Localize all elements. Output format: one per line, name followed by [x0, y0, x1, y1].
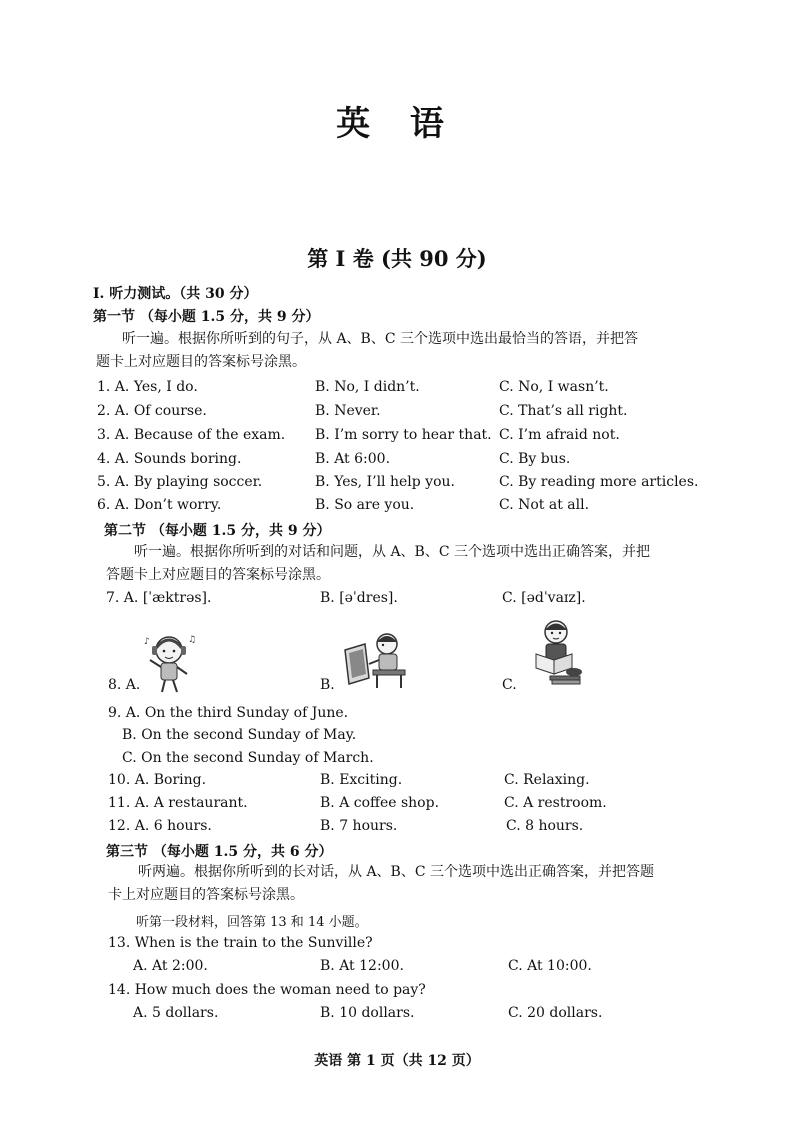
q8-option-c: C. [502, 677, 517, 693]
q6-option-b: B. So are you. [315, 497, 415, 513]
q8-option-a: 8. A. [108, 677, 141, 693]
q14-option-c: C. 20 dollars. [508, 1005, 603, 1021]
s3-instruction-line2: 卡上对应题目的答案标号涂黑。 [108, 887, 304, 903]
q5-option-b: B. Yes, I’ll help you. [315, 474, 455, 490]
q14-question: 14. How much does the woman need to pay? [108, 982, 426, 998]
question-13 [0, 958, 794, 978]
q9-option-c: C. On the second Sunday of March. [122, 750, 374, 766]
s2-heading: 第二节 （每小题 1.5 分，共 9 分） [104, 523, 331, 539]
q7-option-b: B. [əˈdres]. [320, 590, 398, 606]
q6-option-c: C. Not at all. [499, 497, 590, 513]
q12-option-a: 12. A. 6 hours. [108, 818, 212, 834]
page-footer: 英语 第 1 页（共 12 页） [314, 1053, 480, 1069]
q10-option-b: B. Exciting. [320, 772, 403, 788]
page-title: 英 语 [336, 104, 458, 144]
s1-instruction-line1: 听一遍。根据你所听到的句子，从 A、B、C 三个选项中选出最恰当的答语，并把答 [122, 331, 639, 347]
q5-option-c: C. By reading more articles. [499, 474, 699, 490]
question-6 [0, 497, 794, 517]
question-12 [0, 818, 794, 838]
q2-option-c: C. That’s all right. [499, 403, 628, 419]
q13-option-b: B. At 12:00. [320, 958, 404, 974]
q9-option-b: B. On the second Sunday of May. [122, 727, 357, 743]
q5-option-a: 5. A. By playing soccer. [97, 474, 263, 490]
q7-option-a: 7. A. [ˈæktrəs]. [106, 590, 212, 606]
q11-option-c: C. A restroom. [504, 795, 607, 811]
q4-option-c: C. By bus. [499, 451, 571, 467]
q12-option-c: C. 8 hours. [506, 818, 584, 834]
q13-option-a: A. At 2:00. [133, 958, 208, 974]
q11-option-a: 11. A. A restaurant. [108, 795, 248, 811]
svg-text:♫: ♫ [188, 635, 197, 645]
s2-instruction-line1: 听一遍。根据你所听到的对话和问题，从 A、B、C 三个选项中选出正确答案，并把 [134, 544, 651, 560]
question-2 [0, 403, 794, 423]
s2-instruction-line2: 答题卡上对应题目的答案标号涂黑。 [106, 567, 330, 583]
q6-option-a: 6. A. Don’t worry. [97, 497, 222, 513]
question-10 [0, 772, 794, 792]
part1-heading: I. 听力测试。（共 30 分） [93, 286, 258, 302]
q11-option-b: B. A coffee shop. [320, 795, 440, 811]
q10-option-a: 10. A. Boring. [108, 772, 207, 788]
q1-option-c: C. No, I wasn’t. [499, 379, 609, 395]
question-1 [0, 379, 794, 399]
q3-option-b: B. I’m sorry to hear that. [315, 427, 492, 443]
q10-option-c: C. Relaxing. [504, 772, 590, 788]
question-11 [0, 795, 794, 815]
q14-option-a: A. 5 dollars. [133, 1005, 219, 1021]
q4-option-a: 4. A. Sounds boring. [97, 451, 242, 467]
question-3 [0, 427, 794, 447]
q2-option-b: B. Never. [315, 403, 381, 419]
question-4 [0, 451, 794, 471]
q13-option-c: C. At 10:00. [508, 958, 592, 974]
question-8 [0, 677, 794, 697]
q8-option-b: B. [320, 677, 335, 693]
section-title: 第 I 卷 (共 90 分) [307, 246, 487, 271]
s1-heading: 第一节 （每小题 1.5 分，共 9 分） [93, 309, 320, 325]
q3-option-c: C. I’m afraid not. [499, 427, 620, 443]
q1-option-b: B. No, I didn’t. [315, 379, 420, 395]
q13-question: 13. When is the train to the Sunville? [108, 935, 373, 951]
boy-reading-book-picture [530, 618, 586, 686]
q3-option-a: 3. A. Because of the exam. [97, 427, 286, 443]
q4-option-b: B. At 6:00. [315, 451, 391, 467]
q9-option-a: 9. A. On the third Sunday of June. [108, 705, 349, 721]
q12-option-b: B. 7 hours. [320, 818, 398, 834]
question-5 [0, 474, 794, 494]
q14-option-b: B. 10 dollars. [320, 1005, 415, 1021]
question-7 [0, 590, 794, 610]
q1-option-a: 1. A. Yes, I do. [97, 379, 198, 395]
s3-instruction-line1: 听两遍。根据你所听到的长对话，从 A、B、C 三个选项中选出正确答案，并把答题 [138, 864, 655, 880]
s1-instruction-line2: 题卡上对应题目的答案标号涂黑。 [96, 354, 306, 370]
svg-text:♪: ♪ [144, 637, 150, 647]
s3-material-note: 听第一段材料，回答第 13 和 14 小题。 [136, 915, 368, 930]
question-14 [0, 1005, 794, 1025]
q2-option-a: 2. A. Of course. [97, 403, 207, 419]
q7-option-c: C. [ədˈvaɪz]. [502, 590, 586, 606]
s3-heading: 第三节 （每小题 1.5 分，共 6 分） [106, 844, 333, 860]
